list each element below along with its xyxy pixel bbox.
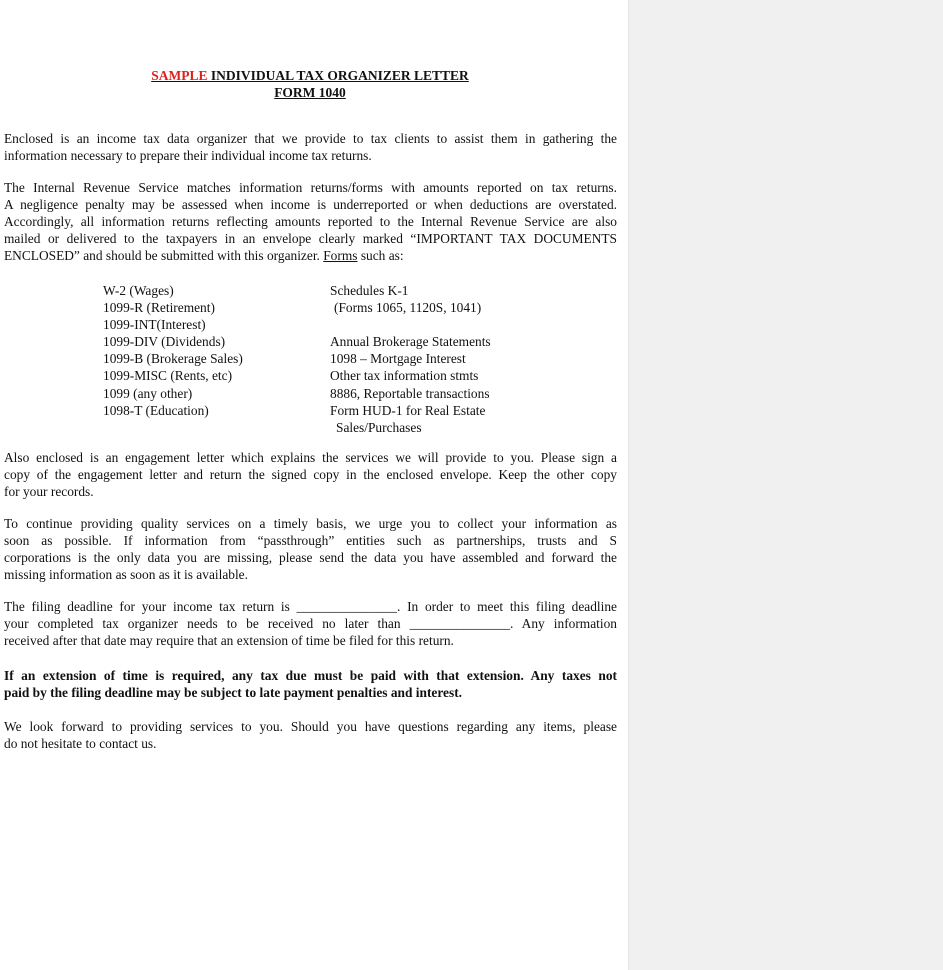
list-item: 1099-DIV (Dividends) [103,334,226,350]
text-line: The Internal Revenue Service matches information returns/forms with amounts reported on tax returns. [4,180,617,195]
text-line: for your records. [4,484,94,500]
text-segment: ENCLOSED” and should be submitted with this organizer. [4,248,324,264]
text-line: do not hesitate to contact us. [4,736,157,752]
list-item: 1099-MISC (Rents, etc) [103,368,233,384]
list-item [330,316,491,333]
text-line: The filing deadline for your income tax return is _______________. In order to meet this filing deadline [4,599,617,614]
text-segment: such as: [357,248,404,264]
text-line: Enclosed is an income tax data organizer that we provide to tax clients to assist them in gathering the [4,131,617,146]
list-item: Form HUD-1 for Real Estate [330,402,486,418]
list-item: (Forms 1065, 1120S, 1041) [334,300,482,316]
paragraph-intro [4,130,617,164]
title-sample-word: SAMPLE [151,68,208,83]
list-item: 1099-INT(Interest) [103,317,206,333]
text-line: paid by the filing deadline may be subject to late payment penalties and interest. [4,685,463,701]
text-line: Accordingly, all information returns reflecting amounts reported to the Internal Revenue Service are also [4,214,617,230]
text-line: corporations is the only data you are missing, please send the data you have assembled and forward the [4,550,617,566]
letter-subtitle: FORM 1040 [274,85,346,100]
paragraph-quality-services [4,515,617,583]
paragraph-irs-matching [4,179,617,264]
text-line: Also enclosed is an engagement letter which explains the services we will provide to you. Please sign a [4,450,617,465]
list-item: 8886, Reportable transactions [330,385,490,401]
forms-link-text: Forms [323,248,358,264]
text-line: missing information as soon as it is available. [4,567,248,583]
list-item: W-2 (Wages) [103,283,174,298]
text-line [4,247,617,264]
text-line: copy of the engagement letter and return the signed copy in the enclosed envelope. Keep the other copy [4,467,617,483]
text-line: information necessary to prepare their individual income tax returns. [4,148,372,164]
paragraph-closing [4,718,617,752]
text-line: mailed or delivered to the taxpayers in an envelope clearly marked “IMPORTANT TAX DOCUMENTS [4,231,617,247]
list-item: Annual Brokerage Statements [330,334,491,350]
list-item: 1099-B (Brokerage Sales) [103,351,243,367]
paragraph-engagement-letter [4,449,617,500]
text-line: To continue providing quality services on a timely basis, we urge you to collect your information as [4,516,617,531]
text-line: If an extension of time is required, any tax due must be paid with that extension. Any taxes not [4,668,617,683]
text-line: your completed tax organizer needs to be received no later than _______________. Any information [4,616,617,632]
list-item: Schedules K-1 [330,283,409,298]
text-line: We look forward to providing services to you. Should you have questions regarding any items, please [4,719,617,734]
text-line: soon as possible. If information from “passthrough” entities such as partnerships, trusts and S [4,533,617,549]
text-line: A negligence penalty may be assessed when income is underreported or when deductions are overstated. [4,197,617,213]
list-item: Other tax information stmts [330,368,479,384]
title-text: INDIVIDUAL TAX ORGANIZER LETTER [207,68,469,83]
letter-title [0,67,620,84]
paragraph-filing-deadline [4,598,617,649]
list-item: 1099-R (Retirement) [103,300,215,316]
list-item: 1098-T (Education) [103,402,209,418]
list-item: 1098 – Mortgage Interest [330,351,466,367]
comment-margin-pane [628,0,943,970]
forms-list-left [103,282,243,419]
paragraph-extension-warning [4,667,617,701]
list-item: Sales/Purchases [336,419,422,435]
list-item: 1099 (any other) [103,385,193,401]
forms-list-right [330,282,491,436]
text-line: received after that date may require that an extension of time be filed for this return. [4,633,454,649]
